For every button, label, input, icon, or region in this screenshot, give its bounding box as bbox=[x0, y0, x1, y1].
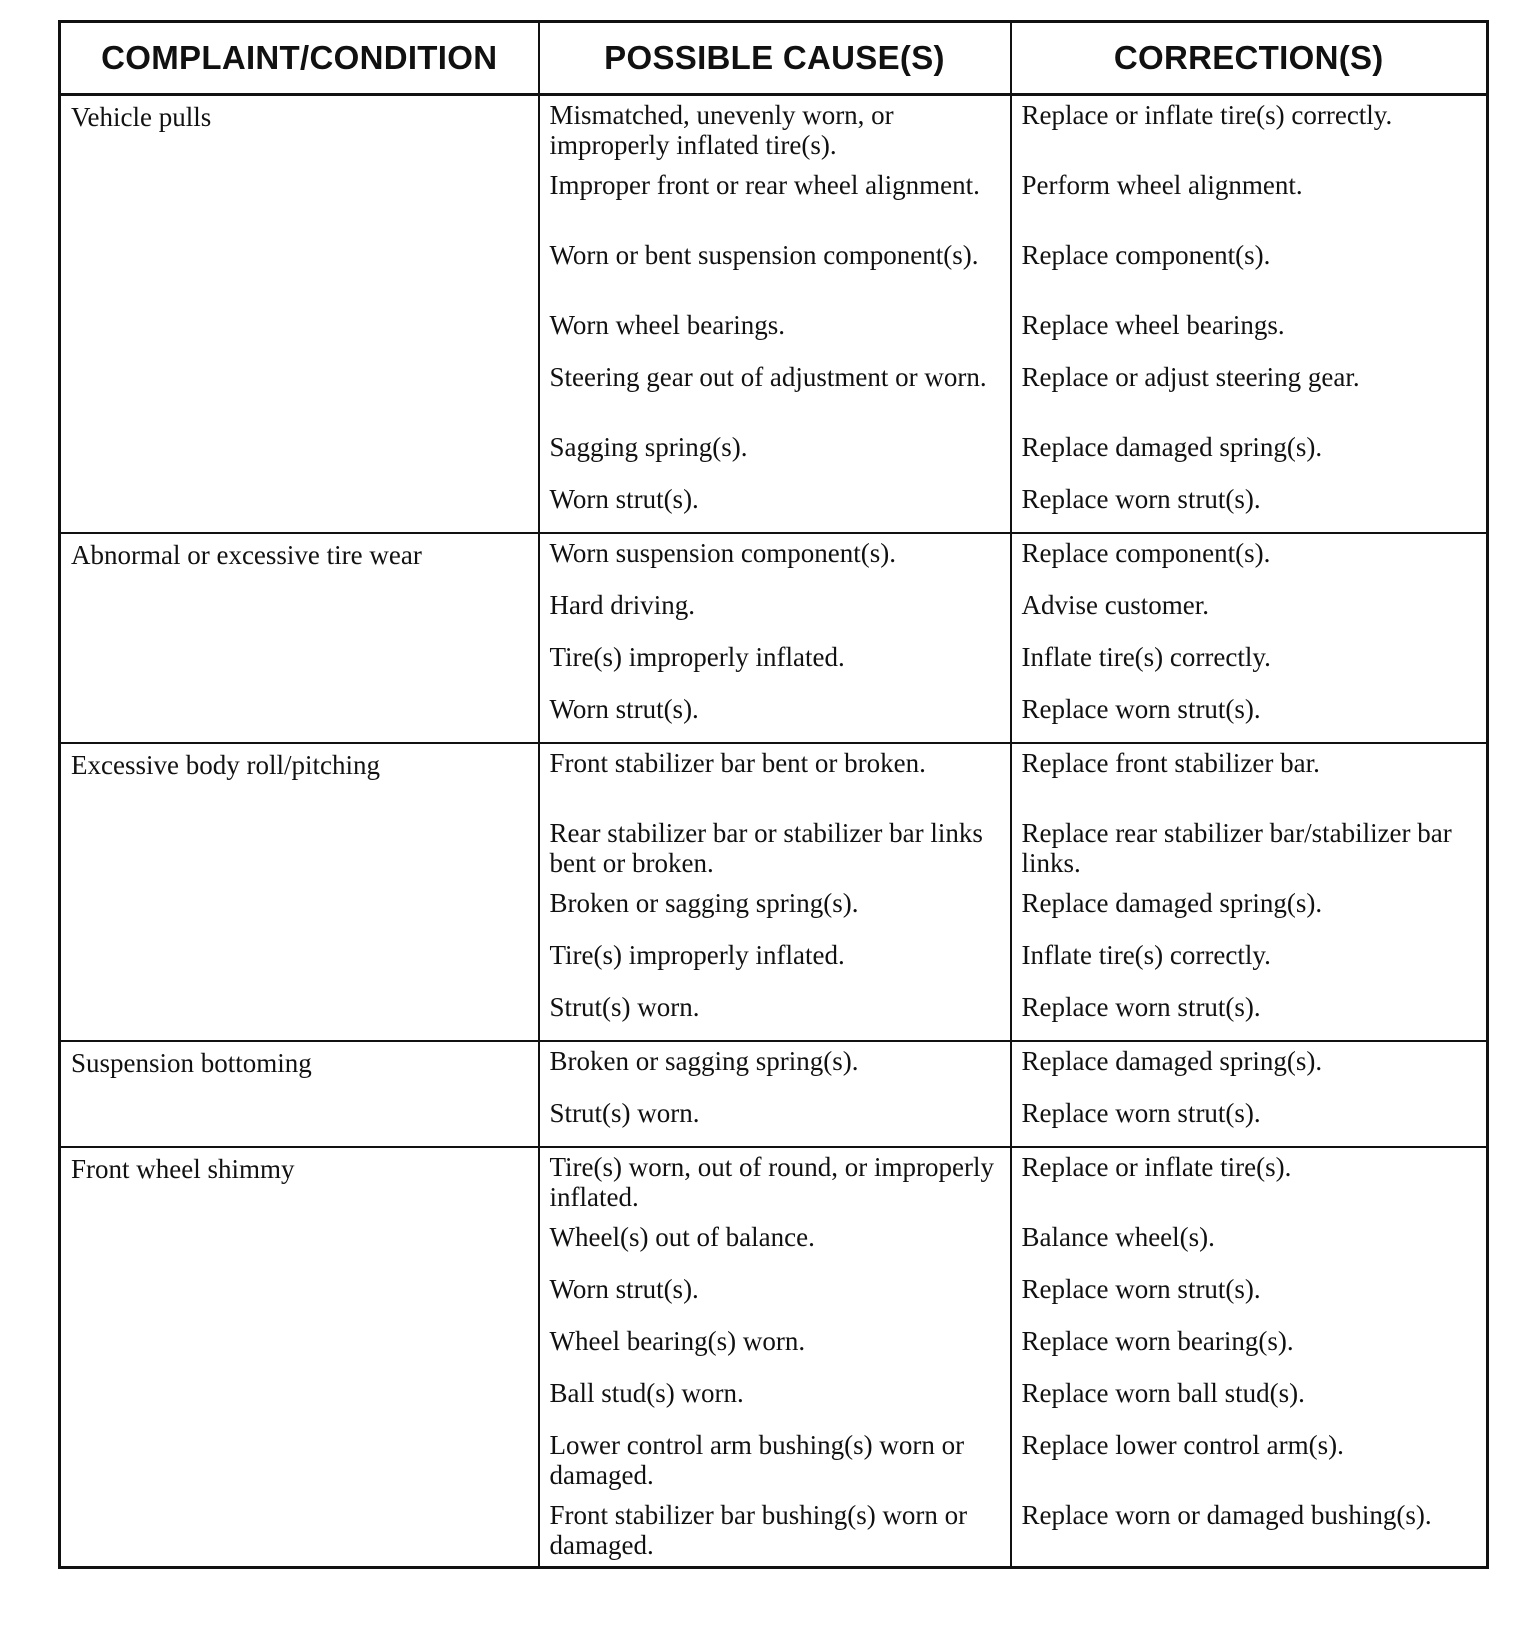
cause-cell bbox=[539, 988, 1011, 1041]
correction-cell bbox=[1011, 480, 1488, 533]
cause-text: Tire(s) improperly inflated. bbox=[549, 940, 845, 970]
header-cause: POSSIBLE CAUSE(S) bbox=[539, 22, 1011, 95]
correction-cell bbox=[1011, 1270, 1488, 1322]
table-row bbox=[60, 95, 1488, 167]
correction-text: Replace worn strut(s). bbox=[1021, 694, 1261, 724]
cause-cell bbox=[539, 1374, 1011, 1426]
cause-cell bbox=[539, 690, 1011, 743]
correction-text: Replace worn strut(s). bbox=[1021, 992, 1261, 1022]
cause-cell bbox=[539, 743, 1011, 814]
cause-text: Strut(s) worn. bbox=[549, 992, 700, 1022]
correction-text: Replace front stabilizer bar. bbox=[1021, 748, 1320, 778]
cause-text: Improper front or rear wheel alignment. bbox=[549, 170, 980, 200]
cause-text: Lower control arm bushing(s) worn or damaged. bbox=[549, 1430, 965, 1490]
correction-cell bbox=[1011, 690, 1488, 743]
correction-text: Inflate tire(s) correctly. bbox=[1021, 642, 1271, 672]
correction-cell bbox=[1011, 1374, 1488, 1426]
cause-text: Front stabilizer bar bushing(s) worn or damaged. bbox=[549, 1500, 968, 1560]
header-row bbox=[60, 22, 1488, 95]
cause-text: Worn strut(s). bbox=[549, 694, 699, 724]
correction-cell bbox=[1011, 358, 1488, 428]
cause-text: Hard driving. bbox=[549, 590, 695, 620]
correction-text: Replace worn strut(s). bbox=[1021, 1098, 1261, 1128]
cause-text: Wheel bearing(s) worn. bbox=[549, 1326, 806, 1356]
correction-cell bbox=[1011, 638, 1488, 690]
correction-text: Balance wheel(s). bbox=[1021, 1222, 1215, 1252]
cause-cell bbox=[539, 1426, 1011, 1496]
correction-cell bbox=[1011, 428, 1488, 480]
table-row bbox=[60, 1147, 1488, 1218]
correction-text: Replace or inflate tire(s). bbox=[1021, 1152, 1292, 1182]
cause-cell bbox=[539, 638, 1011, 690]
complaint-cell: Abnormal or excessive tire wear bbox=[60, 533, 539, 743]
correction-cell bbox=[1011, 533, 1488, 586]
correction-cell bbox=[1011, 236, 1488, 306]
cause-text: Broken or sagging spring(s). bbox=[549, 1046, 859, 1076]
correction-cell bbox=[1011, 1322, 1488, 1374]
cause-text: Worn suspension component(s). bbox=[549, 538, 897, 568]
correction-text: Advise customer. bbox=[1021, 590, 1209, 620]
cause-text: Tire(s) improperly inflated. bbox=[549, 642, 845, 672]
correction-text: Replace damaged spring(s). bbox=[1021, 432, 1323, 462]
correction-cell bbox=[1011, 306, 1488, 358]
complaint-cell: Excessive body roll/pitching bbox=[60, 743, 539, 1041]
diagnosis-table bbox=[58, 20, 1489, 1569]
cause-text: Worn or bent suspension component(s). bbox=[549, 240, 979, 270]
cause-cell bbox=[539, 1147, 1011, 1218]
cause-cell bbox=[539, 533, 1011, 586]
table-row bbox=[60, 743, 1488, 814]
correction-text: Replace damaged spring(s). bbox=[1021, 1046, 1323, 1076]
correction-cell bbox=[1011, 1041, 1488, 1094]
correction-cell bbox=[1011, 1496, 1488, 1568]
correction-cell bbox=[1011, 936, 1488, 988]
correction-text: Replace component(s). bbox=[1021, 240, 1271, 270]
cause-cell bbox=[539, 1496, 1011, 1568]
cause-text: Strut(s) worn. bbox=[549, 1098, 700, 1128]
cause-cell bbox=[539, 884, 1011, 936]
correction-text: Inflate tire(s) correctly. bbox=[1021, 940, 1271, 970]
correction-text: Replace or adjust steering gear. bbox=[1021, 362, 1360, 392]
cause-cell bbox=[539, 814, 1011, 884]
correction-cell bbox=[1011, 1218, 1488, 1270]
cause-cell bbox=[539, 1094, 1011, 1147]
table-row bbox=[60, 1041, 1488, 1094]
complaint-cell: Front wheel shimmy bbox=[60, 1147, 539, 1568]
cause-cell bbox=[539, 166, 1011, 236]
correction-text: Replace worn strut(s). bbox=[1021, 1274, 1261, 1304]
cause-text: Front stabilizer bar bent or broken. bbox=[549, 748, 926, 778]
correction-text: Replace wheel bearings. bbox=[1021, 310, 1285, 340]
cause-cell bbox=[539, 586, 1011, 638]
cause-text: Broken or sagging spring(s). bbox=[549, 888, 859, 918]
cause-cell bbox=[539, 936, 1011, 988]
cause-text: Ball stud(s) worn. bbox=[549, 1378, 744, 1408]
correction-cell bbox=[1011, 1147, 1488, 1218]
correction-cell bbox=[1011, 884, 1488, 936]
correction-cell bbox=[1011, 743, 1488, 814]
cause-text: Worn wheel bearings. bbox=[549, 310, 785, 340]
correction-text: Replace or inflate tire(s) correctly. bbox=[1021, 100, 1393, 130]
cause-cell bbox=[539, 236, 1011, 306]
cause-cell bbox=[539, 1218, 1011, 1270]
table-row bbox=[60, 533, 1488, 586]
cause-cell bbox=[539, 1270, 1011, 1322]
header-correction: CORRECTION(S) bbox=[1011, 22, 1488, 95]
correction-text: Replace component(s). bbox=[1021, 538, 1271, 568]
correction-text: Replace worn or damaged bushing(s). bbox=[1021, 1500, 1432, 1530]
complaint-cell: Suspension bottoming bbox=[60, 1041, 539, 1147]
correction-cell bbox=[1011, 586, 1488, 638]
cause-cell bbox=[539, 306, 1011, 358]
cause-cell bbox=[539, 1041, 1011, 1094]
correction-text: Replace worn bearing(s). bbox=[1021, 1326, 1294, 1356]
header-complaint: COMPLAINT/CONDITION bbox=[60, 22, 539, 95]
cause-cell bbox=[539, 95, 1011, 167]
correction-cell bbox=[1011, 988, 1488, 1041]
cause-text: Mismatched, unevenly worn, or improperly inflated tire(s). bbox=[549, 100, 894, 160]
table-body bbox=[60, 95, 1488, 1568]
correction-cell bbox=[1011, 95, 1488, 167]
correction-cell bbox=[1011, 1094, 1488, 1147]
correction-cell bbox=[1011, 166, 1488, 236]
cause-text: Tire(s) worn, out of round, or improperly inflated. bbox=[549, 1152, 994, 1212]
cause-cell bbox=[539, 358, 1011, 428]
correction-text: Replace rear stabilizer bar/stabilizer bar links. bbox=[1021, 818, 1452, 878]
cause-cell bbox=[539, 428, 1011, 480]
correction-text: Perform wheel alignment. bbox=[1021, 170, 1303, 200]
correction-cell bbox=[1011, 1426, 1488, 1496]
cause-text: Wheel(s) out of balance. bbox=[549, 1222, 815, 1252]
correction-text: Replace worn ball stud(s). bbox=[1021, 1378, 1305, 1408]
cause-text: Steering gear out of adjustment or worn. bbox=[549, 362, 987, 392]
complaint-cell: Vehicle pulls bbox=[60, 95, 539, 534]
correction-cell bbox=[1011, 814, 1488, 884]
cause-text: Rear stabilizer bar or stabilizer bar links bent or broken. bbox=[549, 818, 983, 878]
cause-text: Worn strut(s). bbox=[549, 484, 699, 514]
correction-text: Replace lower control arm(s). bbox=[1021, 1430, 1344, 1460]
cause-cell bbox=[539, 480, 1011, 533]
table-header bbox=[60, 22, 1488, 95]
document-page bbox=[58, 20, 1486, 1569]
cause-text: Worn strut(s). bbox=[549, 1274, 699, 1304]
cause-cell bbox=[539, 1322, 1011, 1374]
correction-text: Replace worn strut(s). bbox=[1021, 484, 1261, 514]
correction-text: Replace damaged spring(s). bbox=[1021, 888, 1323, 918]
cause-text: Sagging spring(s). bbox=[549, 432, 748, 462]
